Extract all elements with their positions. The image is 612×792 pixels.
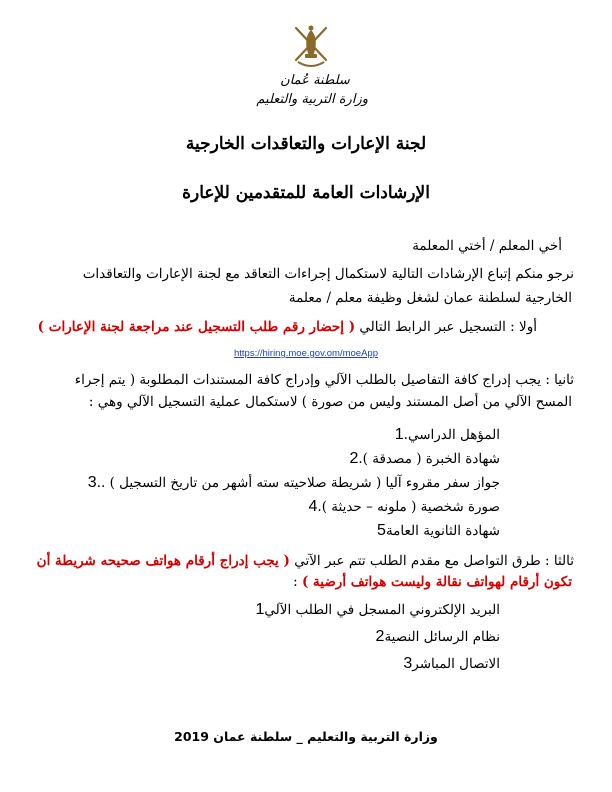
second-instruction-line-1: ثانيا : يجب إدراج كافة التفاصيل بالطلب الآلي وإدراج كافة المستندات المطلوبة ( يتم إجراء xyxy=(74,372,574,388)
guidelines-title: الإرشادات العامة للمتقدمين للإعارة xyxy=(182,183,430,203)
contact-channel-item xyxy=(373,628,500,646)
requirement-text: صورة شخصية ( ملونه – حديثة ) xyxy=(321,499,500,515)
channel-number: 2 xyxy=(375,628,385,645)
requirement-item: 4 . صورة شخصية ( ملونه – حديثة ) xyxy=(308,498,500,515)
intro-line-2: الخارجية لسلطنة عمان لشغل وظيفة معلم / معلمة xyxy=(288,290,572,306)
page-footer: وزارة التربية والتعليم _ سلطنة عمان 2019 xyxy=(174,729,438,744)
third-instruction-text: ثالثا : طرق التواصل مع مقدم الطلب تتم عبر الآتي xyxy=(294,553,574,569)
requirement-number: 1 xyxy=(394,426,404,443)
third-instruction-note-2: تكون أرقام لهواتف نقالة وليست هواتف أرضية ) xyxy=(301,574,572,590)
contact-channel-item xyxy=(253,601,501,619)
committee-title: لجنة الإعارات والتعاقدات الخارجية xyxy=(185,134,427,154)
requirement-number: 5 xyxy=(377,522,386,539)
contact-channel-item xyxy=(400,655,500,673)
intro-line-1: نرجو منكم إتباع الإرشادات التالية لاستكمال إجراءات التعاقد مع لجنة الإعارات والتعاقدات xyxy=(82,266,574,282)
registration-link[interactable]: https://hiring.moe.gov.om/moeApp xyxy=(234,348,378,359)
requirement-number: 2 xyxy=(349,450,359,467)
channel-text: الاتصال المباشر xyxy=(412,656,500,672)
channel-text: نظام الرسائل النصية xyxy=(384,629,500,645)
requirement-text: المؤهل الدراسي xyxy=(407,427,500,443)
third-instruction-line-1 xyxy=(37,553,574,569)
requirement-text: شهادة الخبرة ( مصدقة ) xyxy=(362,451,500,467)
channel-number: 3 xyxy=(403,655,413,672)
requirement-item: 2 . شهادة الخبرة ( مصدقة ) xyxy=(349,450,500,467)
requirement-number: 4 xyxy=(308,498,318,515)
requirement-item: 3 . جواز سفر مقروء آليا ( شريطة صلاحيته سته أشهر من تاريخ التسجيل ) . xyxy=(87,474,500,491)
requirement-text: جواز سفر مقروء آليا ( شريطة صلاحيته سته أشهر من تاريخ التسجيل ) . xyxy=(100,475,500,491)
third-instruction-line-2 xyxy=(293,574,572,590)
requirement-item xyxy=(374,522,500,540)
greeting: أخي المعلم / أختي المعلمة xyxy=(412,238,562,254)
requirement-item: 1 . المؤهل الدراسي xyxy=(394,426,500,443)
third-instruction-colon: : xyxy=(293,574,298,590)
first-instruction-text: أولا : التسجيل عبر الرابط التالي xyxy=(359,319,537,335)
first-instruction-note: ( إحضار رقم طلب التسجيل عند مراجعة لجنة الإعارات ) xyxy=(37,319,356,335)
second-instruction-line-2: المسح الآلي من أصل المستند وليس من صورة ) لاستكمال عملية التسجيل الآلي وهي : xyxy=(88,394,572,410)
ministry-country-line: سلطنة عُمان xyxy=(280,73,350,88)
first-instruction xyxy=(38,319,537,335)
third-instruction-note-1: ( يجب إدراج أرقام هواتف صحيحه شريطة أن xyxy=(36,553,290,569)
requirement-text: شهادة الثانوية العامة xyxy=(385,523,500,539)
oman-khanjar-emblem-icon xyxy=(288,20,334,70)
channel-number: 1 xyxy=(255,601,265,618)
ministry-name-line: وزارة التربية والتعليم xyxy=(256,92,368,107)
requirement-number: 3 xyxy=(87,474,97,491)
channel-text: البريد الإلكتروني المسجل في الطلب الآلي xyxy=(264,602,500,618)
